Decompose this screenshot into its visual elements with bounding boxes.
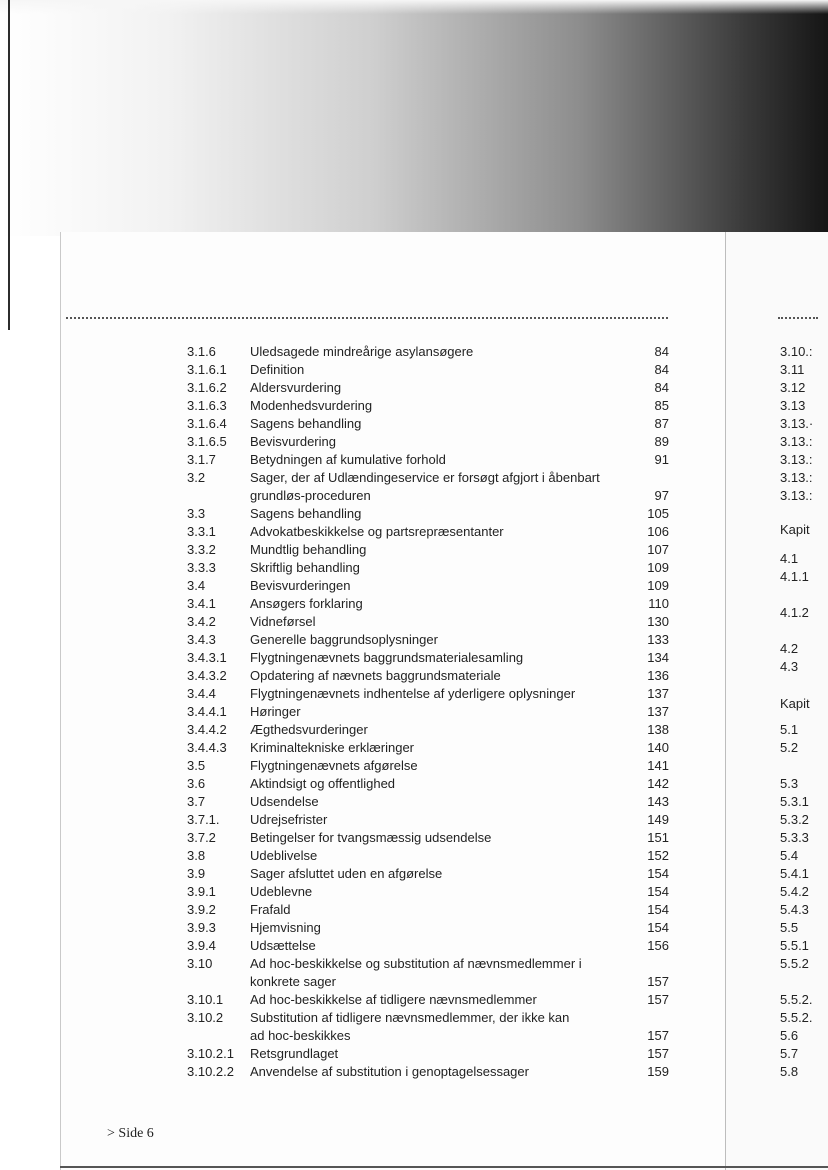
toc-entry-page: 84 xyxy=(654,362,669,377)
toc-entry-page: 85 xyxy=(654,398,669,413)
toc-entry-page: 138 xyxy=(647,722,669,737)
toc-entry xyxy=(187,559,669,577)
toc-entry-page: 107 xyxy=(647,542,669,557)
toc-entry-page: 136 xyxy=(647,668,669,683)
toc-entry-number: 3.3 xyxy=(187,506,206,521)
toc-entry-page: 109 xyxy=(647,560,669,575)
toc-right-entry: 3.13.· xyxy=(780,416,814,431)
toc-entry-page: 142 xyxy=(647,776,669,791)
toc-entry xyxy=(187,739,669,757)
toc-entry-number: 3.9.2 xyxy=(187,902,216,917)
footer-marker: > xyxy=(107,1126,115,1141)
toc-entry-page: 154 xyxy=(647,920,669,935)
toc-entry xyxy=(187,1063,669,1081)
toc-entry-title: Anvendelse af substitution i genoptagelsessager xyxy=(250,1064,529,1079)
toc-entry xyxy=(187,829,669,847)
toc-entry-page: 91 xyxy=(654,452,669,467)
toc-entry-title: Flygtningenævnets afgørelse xyxy=(250,758,418,773)
toc-right-entry: 3.12 xyxy=(780,380,806,395)
toc-entry xyxy=(187,595,669,613)
toc-entry-title: Vidneførsel xyxy=(250,614,316,629)
footer-label: Side 6 xyxy=(118,1126,154,1141)
toc-entry-number: 3.4.4.1 xyxy=(187,704,227,719)
toc-entry-title: Skriftlig behandling xyxy=(250,560,360,575)
toc-entry-title: Udeblivelse xyxy=(250,848,318,863)
toc-entry-number: 3.1.6.2 xyxy=(187,380,227,395)
toc-entry-number: 3.4.4.3 xyxy=(187,740,227,755)
toc-right-entry: 5.3 xyxy=(780,776,799,791)
toc-entry-page: 154 xyxy=(647,866,669,881)
toc-entry-number: 3.7.1. xyxy=(187,812,220,827)
toc-entry-title: Flygtningenævnets indhentelse af yderligere oplysninger xyxy=(250,686,576,701)
toc-entry-title: Bevisvurdering xyxy=(250,434,336,449)
toc-right-entry: 3.13.: xyxy=(780,470,813,485)
toc-entry-page: 154 xyxy=(647,902,669,917)
toc-right-entry: 3.13.: xyxy=(780,452,813,467)
toc-right-entry: 5.2 xyxy=(780,740,799,755)
toc-entry-page: 151 xyxy=(647,830,669,845)
toc-entry-title: Sager afsluttet uden en afgørelse xyxy=(250,866,443,881)
toc-entry xyxy=(187,883,669,901)
toc-entry-number: 3.9.4 xyxy=(187,938,216,953)
toc-right-entry: 3.13.: xyxy=(780,488,813,503)
toc-entry-title: Frafald xyxy=(250,902,291,917)
toc-entry xyxy=(187,667,669,685)
toc-entry xyxy=(187,757,669,775)
toc-entry-page: 84 xyxy=(654,344,669,359)
toc-entry xyxy=(187,937,669,955)
toc-entry-title: Definition xyxy=(250,362,305,377)
toc-entry xyxy=(187,685,669,703)
toc-entry-number: 3.1.6.1 xyxy=(187,362,227,377)
toc-entry-number: 3.4.3.1 xyxy=(187,650,227,665)
toc-right-entry: 4.1.2 xyxy=(780,605,809,620)
toc-entry-number: 3.4 xyxy=(187,578,206,593)
toc-entry-number: 3.4.3.2 xyxy=(187,668,227,683)
toc-entry-number: 3.6 xyxy=(187,776,206,791)
toc-entry-number: 3.2 xyxy=(187,470,206,485)
toc-right-entry: 5.7 xyxy=(780,1046,799,1061)
toc-entry-title: Betydningen af kumulative forhold xyxy=(250,452,446,467)
toc-entry xyxy=(187,991,669,1009)
toc-entry xyxy=(187,1027,669,1045)
toc-entry-page: 143 xyxy=(647,794,669,809)
toc-entry xyxy=(187,793,669,811)
toc-entry-number: 3.5 xyxy=(187,758,206,773)
toc-entry xyxy=(187,631,669,649)
toc-entry-title: Mundtlig behandling xyxy=(250,542,367,557)
toc-entry-page: 154 xyxy=(647,884,669,899)
toc-entry-page: 152 xyxy=(647,848,669,863)
toc-right-entry: 4.1.1 xyxy=(780,569,809,584)
toc-entry-page: 137 xyxy=(647,686,669,701)
toc-entry xyxy=(187,415,669,433)
toc-entry-number: 3.1.6.3 xyxy=(187,398,227,413)
toc-entry-page: 141 xyxy=(647,758,669,773)
toc-entry-number: 3.4.4 xyxy=(187,686,216,701)
toc-entry xyxy=(187,541,669,559)
toc-entry-number: 3.1.6 xyxy=(187,344,216,359)
toc-right-entry: 5.8 xyxy=(780,1064,799,1079)
toc-entry-title: Høringer xyxy=(250,704,301,719)
toc-entry-page: 87 xyxy=(654,416,669,431)
toc-right-entry: 5.4 xyxy=(780,848,799,863)
toc-entry xyxy=(187,451,669,469)
toc-entry xyxy=(187,397,669,415)
toc-entry-number: 3.3.1 xyxy=(187,524,216,539)
dotted-rule-right xyxy=(778,317,818,319)
toc-entry xyxy=(187,379,669,397)
toc-entry-number: 3.1.6.4 xyxy=(187,416,227,431)
toc-entry-title: Opdatering af nævnets baggrundsmateriale xyxy=(250,668,501,683)
toc-right-entry: 5.5 xyxy=(780,920,799,935)
toc-entry-number: 3.4.2 xyxy=(187,614,216,629)
toc-entry-title: Modenhedsvurdering xyxy=(250,398,373,413)
toc-entry-number: 3.4.3 xyxy=(187,632,216,647)
toc-entry xyxy=(187,487,669,505)
toc-entry xyxy=(187,955,669,973)
toc-entry xyxy=(187,919,669,937)
toc-entry-title: Udsættelse xyxy=(250,938,316,953)
toc-entry-title: Aldersvurdering xyxy=(250,380,342,395)
toc-entry xyxy=(187,505,669,523)
toc-entry-page: 157 xyxy=(647,1046,669,1061)
toc-entry-title: ad hoc-beskikkes xyxy=(250,1028,351,1043)
toc-entry-number: 3.3.3 xyxy=(187,560,216,575)
toc-right-entry: 3.11 xyxy=(780,362,805,377)
toc-right-entry: 5.5.2 xyxy=(780,956,809,971)
toc-entry-title: Bevisvurderingen xyxy=(250,578,351,593)
toc-entry-page: 110 xyxy=(648,596,669,611)
toc-entry-title: Aktindsigt og offentlighed xyxy=(250,776,396,791)
toc-entry-title: Retsgrundlaget xyxy=(250,1046,339,1061)
toc-entry xyxy=(187,811,669,829)
toc-entry-title: Substitution af tidligere nævnsmedlemmer, der ikke kan xyxy=(250,1010,570,1025)
toc-entry xyxy=(187,847,669,865)
toc-right-entry: 5.5.2. xyxy=(780,1010,813,1025)
toc-entry-number: 3.10.2.1 xyxy=(187,1046,234,1061)
toc-entry-title: Sager, der af Udlændingeservice er forsøgt afgjort i åbenbart xyxy=(250,470,600,485)
toc-entry-title: Flygtningenævnets baggrundsmaterialesamling xyxy=(250,650,524,665)
toc-entry-page: 157 xyxy=(647,992,669,1007)
toc-entry-number: 3.7 xyxy=(187,794,206,809)
toc-entry-page: 140 xyxy=(647,740,669,755)
toc-entry xyxy=(187,721,669,739)
toc-right-chapter: Kapit xyxy=(780,522,810,537)
toc-right-entry: 5.4.2 xyxy=(780,884,809,899)
toc-right-entry: 5.3.2 xyxy=(780,812,809,827)
toc-entry xyxy=(187,469,669,487)
dotted-rule xyxy=(66,317,668,319)
toc-entry xyxy=(187,613,669,631)
toc-entry-page: 149 xyxy=(647,812,669,827)
toc-entry-number: 3.10.2 xyxy=(187,1010,224,1025)
toc-entry-page: 156 xyxy=(647,938,669,953)
scan-shadow xyxy=(0,0,828,236)
toc-right-entry: 5.1 xyxy=(780,722,799,737)
toc-entry-title: Uledsagede mindreårige asylansøgere xyxy=(250,344,474,359)
toc-entry-page: 109 xyxy=(647,578,669,593)
toc-right-entry: 5.5.2. xyxy=(780,992,813,1007)
toc-entry-number: 3.7.2 xyxy=(187,830,216,845)
toc-entry-title: Kriminaltekniske erklæringer xyxy=(250,740,414,755)
toc-right-entry: 4.1 xyxy=(780,551,799,566)
toc-entry-number: 3.10 xyxy=(187,956,213,971)
right-page xyxy=(726,232,828,1170)
toc-entry-number: 3.9.3 xyxy=(187,920,216,935)
toc-entry xyxy=(187,433,669,451)
toc-entry-title: Betingelser for tvangsmæssig udsendelse xyxy=(250,830,492,845)
toc-entry-title: Ægthedsvurderinger xyxy=(250,722,368,737)
toc-entry-number: 3.10.2.2 xyxy=(187,1064,234,1079)
toc-entry-title: Sagens behandling xyxy=(250,416,362,431)
page-footer xyxy=(107,1126,154,1142)
toc-entry-page: 157 xyxy=(647,1028,669,1043)
toc-entry-number: 3.1.7 xyxy=(187,452,216,467)
toc-entry-title: Ad hoc-beskikkelse af tidligere nævnsmedlemmer xyxy=(250,992,537,1007)
toc-entry xyxy=(187,649,669,667)
toc-entry-number: 3.9 xyxy=(187,866,206,881)
scan-shadow-top xyxy=(0,0,828,14)
toc-right-entry: 3.13 xyxy=(780,398,806,413)
toc-entry-number: 3.4.4.2 xyxy=(187,722,227,737)
toc-entry-title: grundløs-proceduren xyxy=(250,488,371,503)
toc-right-chapter: Kapit xyxy=(780,696,810,711)
toc-entry-number: 3.10.1 xyxy=(187,992,224,1007)
toc-entry-page: 130 xyxy=(647,614,669,629)
toc-entry-title: Generelle baggrundsoplysninger xyxy=(250,632,438,647)
toc-entry-title: Udeblevne xyxy=(250,884,313,899)
toc-right-entry: 4.3 xyxy=(780,659,799,674)
bottom-line xyxy=(60,1166,828,1168)
toc-entry xyxy=(187,577,669,595)
toc-right-entry: 3.10.: xyxy=(780,344,813,359)
toc-entry xyxy=(187,343,669,361)
toc-entry xyxy=(187,1045,669,1063)
toc-entry xyxy=(187,523,669,541)
toc-entry-number: 3.4.1 xyxy=(187,596,216,611)
toc-right-entry: 4.2 xyxy=(780,641,799,656)
toc-entry-number: 3.8 xyxy=(187,848,206,863)
toc-entry-title: konkrete sager xyxy=(250,974,336,989)
toc-entry-page: 157 xyxy=(647,974,669,989)
toc-entry xyxy=(187,361,669,379)
toc-right-entry: 5.5.1 xyxy=(780,938,809,953)
toc-entry xyxy=(187,973,669,991)
toc-entry-page: 133 xyxy=(647,632,669,647)
toc-entry-page: 97 xyxy=(654,488,669,503)
toc-entry xyxy=(187,775,669,793)
toc-entry-number: 3.1.6.5 xyxy=(187,434,227,449)
toc-entry-number: 3.3.2 xyxy=(187,542,216,557)
toc-right-entry: 5.3.3 xyxy=(780,830,809,845)
toc-right-entry: 5.4.3 xyxy=(780,902,809,917)
toc-entry-number: 3.9.1 xyxy=(187,884,216,899)
toc-entry-page: 159 xyxy=(647,1064,669,1079)
toc-entry-title: Sagens behandling xyxy=(250,506,362,521)
toc-entry-title: Hjemvisning xyxy=(250,920,321,935)
toc-right-entry: 5.6 xyxy=(780,1028,799,1043)
toc-entry-title: Ad hoc-beskikkelse og substitution af nævnsmedlemmer i xyxy=(250,956,582,971)
toc-right-entry: 5.3.1 xyxy=(780,794,809,809)
toc-entry xyxy=(187,703,669,721)
toc-entry-title: Ansøgers forklaring xyxy=(250,596,363,611)
toc-entry-page: 134 xyxy=(647,650,669,665)
toc-entry-title: Udrejsefrister xyxy=(250,812,328,827)
toc-entry-title: Udsendelse xyxy=(250,794,319,809)
toc-entry xyxy=(187,865,669,883)
binding-line xyxy=(8,0,10,330)
toc-entry xyxy=(187,901,669,919)
toc-entry-page: 105 xyxy=(647,506,669,521)
toc-entry-page: 106 xyxy=(647,524,669,539)
toc-entry-page: 137 xyxy=(647,704,669,719)
toc-entry-page: 89 xyxy=(654,434,669,449)
toc-right-entry: 5.4.1 xyxy=(780,866,809,881)
toc-entry-page: 84 xyxy=(654,380,669,395)
toc-right-entry: 3.13.: xyxy=(780,434,813,449)
toc-entry-title: Advokatbeskikkelse og partsrepræsentanter xyxy=(250,524,504,539)
toc-entry xyxy=(187,1009,669,1027)
